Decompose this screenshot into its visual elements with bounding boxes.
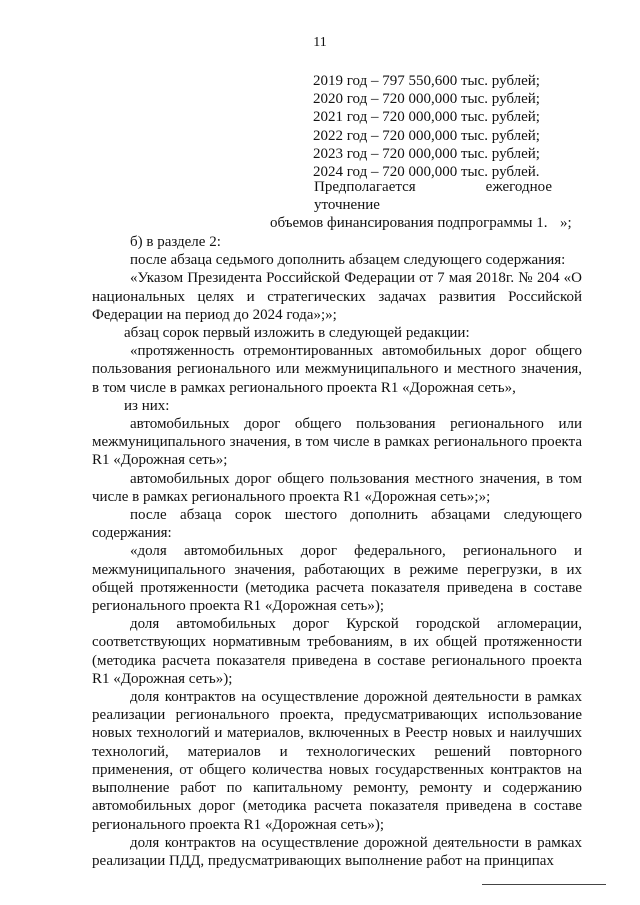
budget-list xyxy=(313,72,563,181)
document-body xyxy=(92,233,582,870)
closing-quote-mark: »; xyxy=(560,215,572,231)
paragraph: после абзаца сорок шестого дополнить абзацами следующего содержания: xyxy=(92,507,582,542)
budget-line-2019: 2019 год – 797 550,600 тыс. рублей; xyxy=(313,73,540,89)
paragraph: абзац сорок первый изложить в следующей редакции: xyxy=(124,325,470,342)
section-heading: б) в разделе 2: xyxy=(130,234,221,250)
paragraph: автомобильных дорог общего пользования регионального или межмуниципального значения, в том числе в рамках регионального проекта R1 «Дорожная сеть»; xyxy=(92,416,582,469)
budget-line-2020: 2020 год – 720 000,000 тыс. рублей; xyxy=(313,91,540,108)
budget-line-2022: 2022 год – 720 000,000 тыс. рублей; xyxy=(313,127,540,144)
budget-line-2021: 2021 год – 720 000,000 тыс. рублей; xyxy=(313,109,540,126)
funding-note xyxy=(270,178,552,233)
paragraph: «Указом Президента Российской Федерации от 7 мая 2018г. № 204 «О национальных целях и стратегических задачах развития Российской Федерации на период до 2024 года»;»; xyxy=(92,270,582,323)
funding-note-line-1: Предполагается ежегодное уточнение xyxy=(314,179,552,214)
paragraph: автомобильных дорог общего пользования местного значения, в том числе в рамках регионального проекта R1 «Дорожная сеть»;»; xyxy=(92,470,582,505)
budget-line-2024: 2024 год – 720 000,000 тыс. рублей. xyxy=(313,163,540,180)
paragraph: после абзаца седьмого дополнить абзацем следующего содержания: xyxy=(130,252,566,269)
paragraph: из них: xyxy=(124,397,170,414)
paragraph: доля контрактов на осуществление дорожной деятельности в рамках реализации ПДД, предусматривающих выполнение работ на принципах xyxy=(92,834,582,869)
paragraph: доля контрактов на осуществление дорожной деятельности в рамках реализации регионального проекта, предусматривающих использование новых технологий и материалов, включенных в Реестр новых и наилучших технологий, материалов и технологических решений повторного применения, от общего количества новых государственных контрактов на выполнение работ по капитальному ремонту, ремонту и содержанию автомобильных дорог (методика расчета показателя приведена в составе регионального проекта R1 «Дорожная сеть»); xyxy=(92,689,582,833)
page-number: 11 xyxy=(313,35,327,50)
paragraph: доля автомобильных дорог Курской городской агломерации, соответствующих нормативным требованиям, в их общей протяженности (методика расчета показателя приведена в составе регионального проекта R1 «Дорожная сеть»); xyxy=(92,616,582,687)
paragraph: «протяженность отремонтированных автомобильных дорог общего пользования регионального или межмуниципального и местного значения, в том числе в рамках регионального проекта R1 «Дорожная сеть», xyxy=(92,343,582,396)
budget-line-2023: 2023 год – 720 000,000 тыс. рублей; xyxy=(313,145,540,162)
footer-rule xyxy=(482,884,606,885)
funding-note-line-2: объемов финансирования подпрограммы 1. xyxy=(270,215,548,232)
paragraph: «доля автомобильных дорог федерального, регионального и межмуниципального значения, работающих в режиме перегрузки, в их общей протяженности (методика расчета показателя приведена в составе регионального проекта R1 «Дорожная сеть»); xyxy=(92,543,582,615)
